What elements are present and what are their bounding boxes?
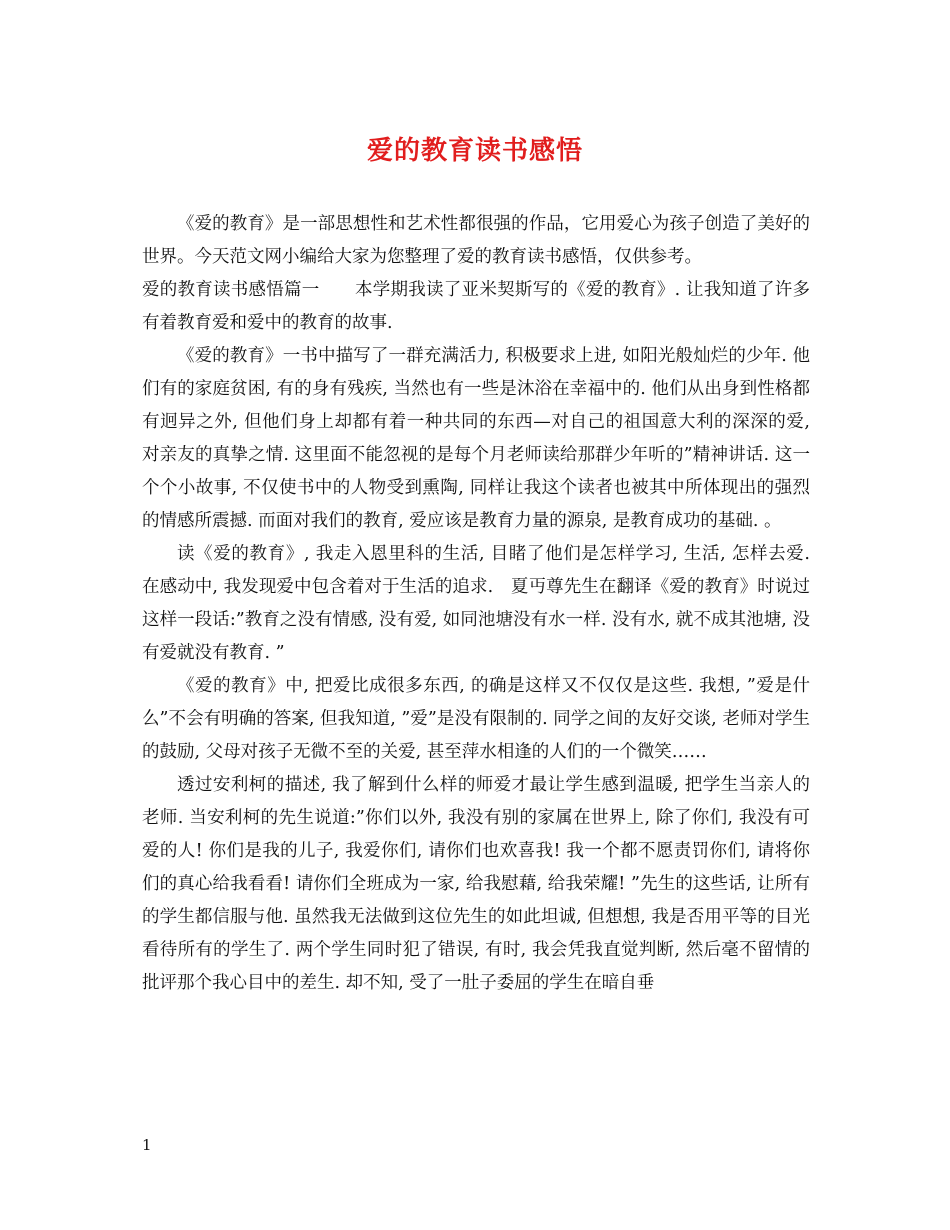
- paragraph-body: 《爱的教育》中, 把爱比成很多东西, 的确是这样又不仅仅是这些. 我想, ”爱是什么”不会有明确的答案, 但我知道, ”爱”是没有限制的. 同学之间的友好交谈, 老师对学生的鼓励, 父母对孩子无微不至的关爱, 甚至萍水相逢的人们的一个微笑……: [142, 676, 810, 762]
- paragraph-body: 《爱的教育》一书中描写了一群充满活力, 积极要求上进, 如阳光般灿烂的少年. 他们有的家庭贫困, 有的身有残疾, 当然也有一些是沐浴在幸福中的. 他们从出身到性格都有迥异之外, 但他们身上却都有着一种共同的东西—对自己的祖国意大利的深深的爱, 对亲友的真挚之情. 这里面不能忽视的是每个月老师读给那群少年听的”精神讲话. 这一个个小故事, 不仅使书中的人物受到熏陶, 同样让我这个读者也被其中所体现出的强烈的情感所震撼. 而面对我们的教育, 爱应该是教育力量的源泉, 是教育成功的基础. 。: [142, 346, 810, 531]
- document-body: [142, 208, 810, 1000]
- paragraph-intro: 《爱的教育》是一部思想性和艺术性都很强的作品，它用爱心为孩子创造了美好的世界。今天范文网小编给大家为您整理了爱的教育读书感悟，仅供参考。: [142, 214, 810, 267]
- paragraph-section-heading: 爱的教育读书感悟篇一 本学期我读了亚米契斯写的《爱的教育》. 让我知道了许多有着教育爱和爱中的教育的故事.: [142, 280, 810, 333]
- paragraph-body: 读《爱的教育》, 我走入恩里科的生活, 目睹了他们是怎样学习, 生活, 怎样去爱. 在感动中, 我发现爱中包含着对于生活的追求. 夏丏尊先生在翻译《爱的教育》时说过这样一段话:”教育之没有情感, 没有爱, 如同池塘没有水一样. 没有水, 就不成其池塘, 没有爱就没有教育. ”: [142, 544, 810, 663]
- paragraph-body: 透过安利柯的描述, 我了解到什么样的师爱才最让学生感到温暖, 把学生当亲人的老师. 当安利柯的先生说道:”你们以外, 我没有别的家属在世界上, 除了你们, 我没有可爱的人! 你们是我的儿子, 我爱你们, 请你们也欢喜我! 我一个都不愿责罚你们, 请将你们的真心给我看看! 请你们全班成为一家, 给我慰藉, 给我荣耀! ”先生的这些话, 让所有的学生都信服与他. 虽然我无法做到这位先生的如此坦诚, 但想想, 我是否用平等的目光看待所有的学生了. 两个学生同时犯了错误, 有时, 我会凭我直觉判断, 然后毫不留情的批评那个我心目中的差生. 却不知, 受了一肚子委屈的学生在暗自垂: [142, 775, 810, 993]
- document-title: 爱的教育读书感悟: [366, 136, 583, 166]
- page-number: 1: [142, 1136, 152, 1154]
